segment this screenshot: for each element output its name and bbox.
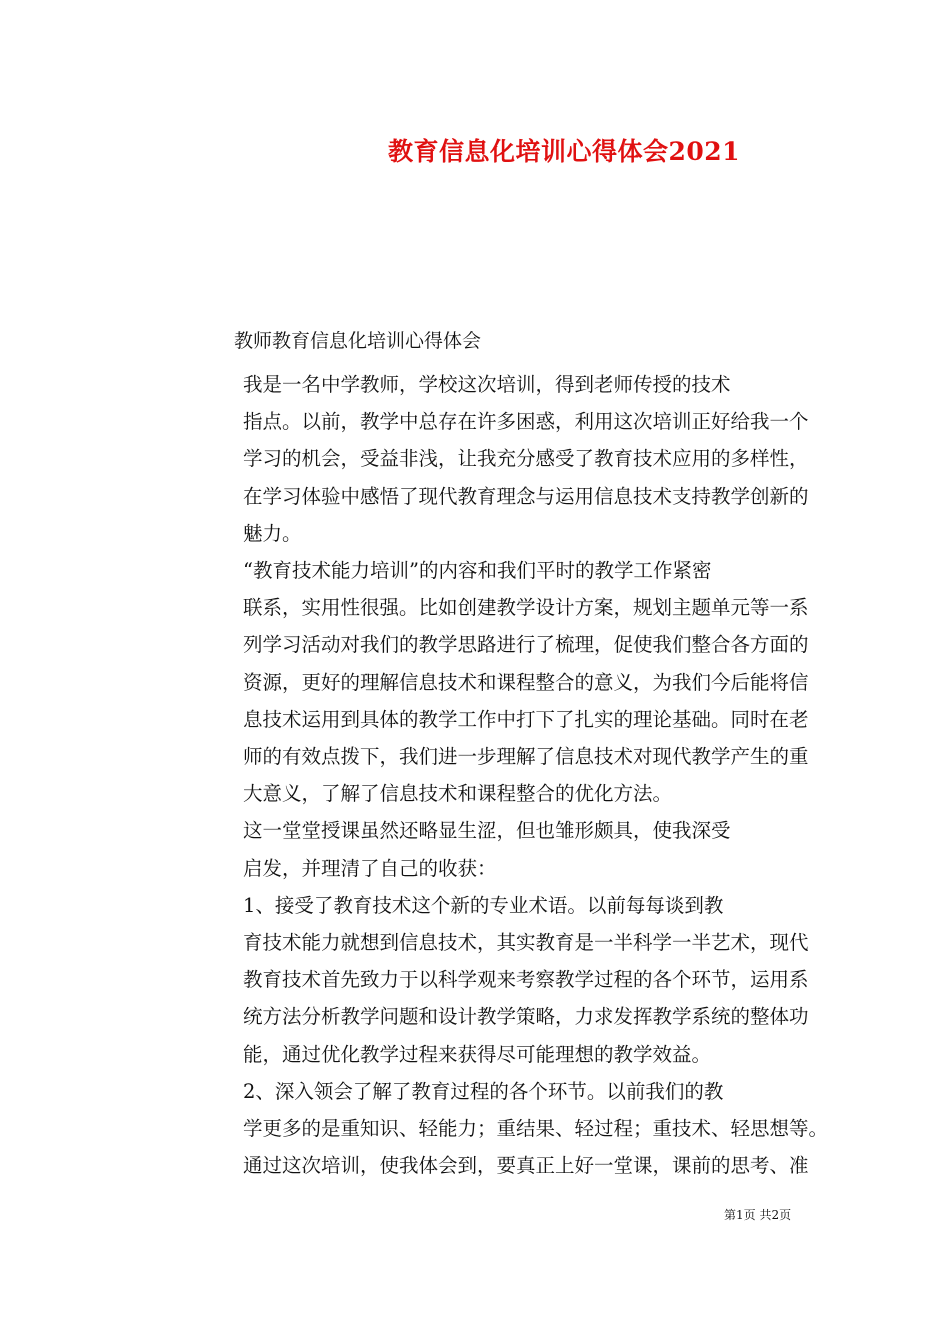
paragraph-line: 启发，并理清了自己的收获： [243, 856, 497, 880]
paragraph-line: 学更多的是重知识、轻能力；重结果、轻过程；重技术、轻思想等。 [243, 1117, 829, 1141]
paragraph-line: 育技术能力就想到信息技术，其实教育是一半科学一半艺术，现代 [243, 931, 809, 955]
paragraph-line: 这一堂堂授课虽然还略显生涩，但也雏形颇具，使我深受 [243, 819, 731, 843]
paragraph-line: 在学习体验中感悟了现代教育理念与运用信息技术支持教学创新的 [243, 484, 809, 508]
paragraph-1 [145, 366, 825, 552]
paragraph-5 [145, 1073, 829, 1185]
paragraph-3 [145, 812, 825, 886]
paragraph-line: 通过这次培训，使我体会到，要真正上好一堂课，课前的思考、准 [243, 1154, 809, 1178]
paragraph-line: 大意义，了解了信息技术和课程整合的优化方法。 [243, 782, 673, 806]
paragraph-line: 我是一名中学教师，学校这次培训，得到老师传授的技术 [243, 373, 731, 396]
paragraph-2 [145, 552, 825, 812]
paragraph-line: 资源，更好的理解信息技术和课程整合的意义，为我们今后能将信 [243, 670, 809, 694]
paragraph-line: 指点。以前，教学中总存在许多困惑，利用这次培训正好给我一个 [243, 410, 809, 434]
paragraph-4 [145, 887, 825, 1073]
paragraph-line: 统方法分析教学问题和设计教学策略，力求发挥教学系统的整体功 [243, 1005, 809, 1029]
paragraph-line: 息技术运用到具体的教学工作中打下了扎实的理论基础。同时在老 [243, 707, 809, 731]
document-title: 教育信息化培训心得体会2021 [388, 137, 741, 166]
paragraph-line: 列学习活动对我们的教学思路进行了梳理，促使我们整合各方面的 [243, 633, 809, 657]
paragraph-line: 能，通过优化教学过程来获得尽可能理想的教学效益。 [243, 1042, 712, 1066]
document-body [145, 366, 829, 1184]
paragraph-line: 师的有效点拨下，我们进一步理解了信息技术对现代教学产生的重 [243, 745, 809, 769]
paragraph-line: 学习的机会，受益非浅，让我充分感受了教育技术应用的多样性， [243, 447, 809, 471]
page-number: 第1页 共2页 [724, 1208, 792, 1222]
paragraph-line: 魅力。 [243, 521, 302, 545]
paragraph-line: 1、接受了教育技术这个新的专业术语。以前每每谈到教 [243, 893, 724, 917]
paragraph-line: “教育技术能力培训”的内容和我们平时的教学工作紧密 [243, 559, 712, 583]
paragraph-line: 教育技术首先致力于以科学观来考察教学过程的各个环节，运用系 [243, 968, 809, 992]
paragraph-line: 联系，实用性很强。比如创建教学设计方案，规划主题单元等一系 [243, 596, 809, 620]
paragraph-line: 2、深入领会了解了教育过程的各个环节。以前我们的教 [243, 1079, 724, 1103]
document-subtitle: 教师教育信息化培训心得体会 [234, 330, 482, 352]
